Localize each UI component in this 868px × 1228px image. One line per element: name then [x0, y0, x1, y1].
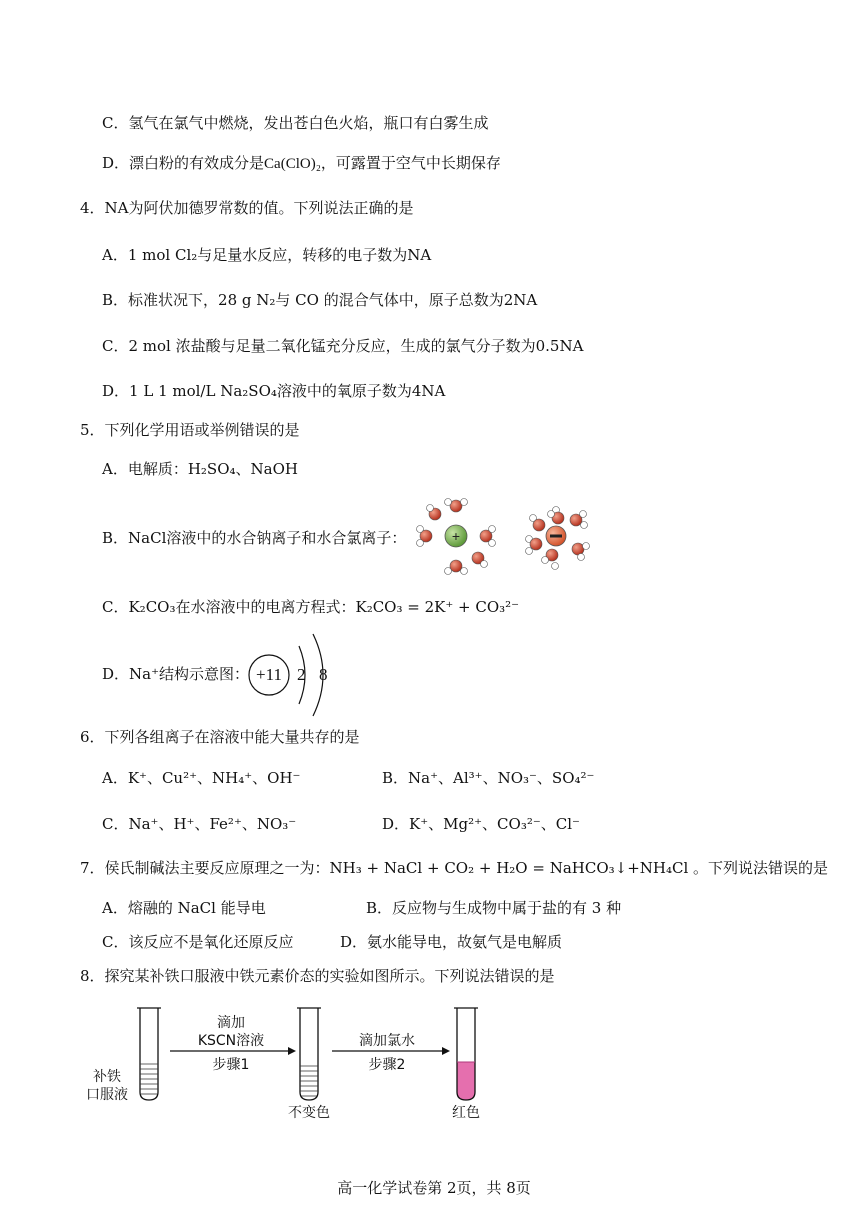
shell-1-electrons: 2 — [297, 665, 306, 684]
step-1-reagent-line-1: 滴加 — [217, 1015, 245, 1031]
sample-label-line-1: 补铁 — [93, 1069, 121, 1085]
hydrated-chloride-ion — [526, 507, 590, 570]
hydrated-sodium-ion — [417, 499, 496, 575]
q8-stem: 8．探究某补铁口服液中铁元素价态的实验如图所示。下列说法错误的是 — [80, 967, 555, 985]
q6-option-d: D．K⁺、Mg²⁺、CO₃²⁻、Cl⁻ — [382, 815, 580, 833]
q4-option-d: D．1 L 1 mol/L Na₂SO₄溶液中的氧原子数为4NA — [102, 382, 446, 400]
q5-stem: 5．下列化学用语或举例错误的是 — [80, 421, 300, 439]
q4-option-a: A．1 mol Cl₂与足量水反应，转移的电子数为NA — [102, 246, 432, 264]
q7-option-a: A．熔融的 NaCl 能导电 — [102, 899, 266, 917]
sample-label-line-2: 口服液 — [86, 1087, 128, 1103]
page-footer: 高一化学试卷第 2页，共 8页 — [337, 1179, 531, 1197]
q6-option-b: B．Na⁺、Al³⁺、NO₃⁻、SO₄²⁻ — [382, 769, 595, 787]
q5-option-b: B．NaCl溶液中的水合钠离子和水合氯离子： — [102, 529, 407, 547]
tube-2 — [297, 1008, 321, 1100]
na-ion-structure-diagram — [245, 630, 345, 722]
nucleus-charge: +11 — [256, 665, 282, 684]
q5-option-c: C．K₂CO₃在水溶液中的电离方程式：K₂CO₃ = 2K⁺ + CO₃²⁻ — [102, 598, 520, 616]
tube-1 — [137, 1008, 161, 1100]
result-2-label: 红色 — [452, 1105, 480, 1121]
q6-stem: 6．下列各组离子在溶液中能大量共存的是 — [80, 728, 360, 746]
step-1-reagent — [174, 1014, 288, 1050]
q3-option-d — [102, 153, 501, 174]
q3-option-d-pre: D．漂白粉的有效成分是 — [102, 154, 265, 172]
svg-text:+: + — [451, 528, 461, 544]
hydrated-ions-diagram — [408, 494, 608, 578]
q5-option-d: D．Na⁺结构示意图： — [102, 665, 250, 683]
q7-option-c: C．该反应不是氧化还原反应 — [102, 933, 294, 951]
q3-option-d-post: ，可露置于空气中长期保存 — [320, 154, 501, 172]
q4-stem: 4．NA为阿伏加德罗常数的值。下列说法正确的是 — [80, 199, 414, 217]
tube-3 — [454, 1008, 478, 1100]
step-2-label: 步骤2 — [368, 1057, 406, 1073]
q6-option-c: C．Na⁺、H⁺、Fe²⁺、NO₃⁻ — [102, 815, 297, 833]
q3-option-c: C．氢气在氯气中燃烧，发出苍白色火焰，瓶口有白雾生成 — [102, 114, 489, 132]
shell-2-electrons: 8 — [319, 665, 328, 684]
experiment-diagram — [78, 1000, 518, 1130]
q5-option-a: A．电解质：H₂SO₄、NaOH — [102, 460, 298, 478]
step-1-reagent-line-2: KSCN溶液 — [197, 1033, 265, 1049]
q7-stem: 7．侯氏制碱法主要反应原理之一为：NH₃ + NaCl + CO₂ + H₂O = NaHCO₃↓+NH₄Cl 。下列说法错误的是 — [80, 859, 829, 877]
result-1-label: 不变色 — [288, 1105, 330, 1121]
step-2-reagent: 滴加氯水 — [359, 1033, 415, 1049]
q6-option-a: A．K⁺、Cu²⁺、NH₄⁺、OH⁻ — [102, 769, 301, 787]
q3-option-d-formula: Ca(ClO)₂ — [264, 156, 321, 172]
q4-option-b: B．标准状况下，28 g N₂与 CO 的混合气体中，原子总数为2NA — [102, 291, 538, 309]
sample-label — [86, 1068, 128, 1104]
q7-option-b: B．反应物与生成物中属于盐的有 3 种 — [366, 899, 622, 917]
step-1-label: 步骤1 — [212, 1057, 250, 1073]
q7-option-d: D．氨水能导电，故氨气是电解质 — [340, 933, 563, 951]
q4-option-c: C．2 mol 浓盐酸与足量二氧化锰充分反应，生成的氯气分子数为0.5NA — [102, 337, 584, 355]
